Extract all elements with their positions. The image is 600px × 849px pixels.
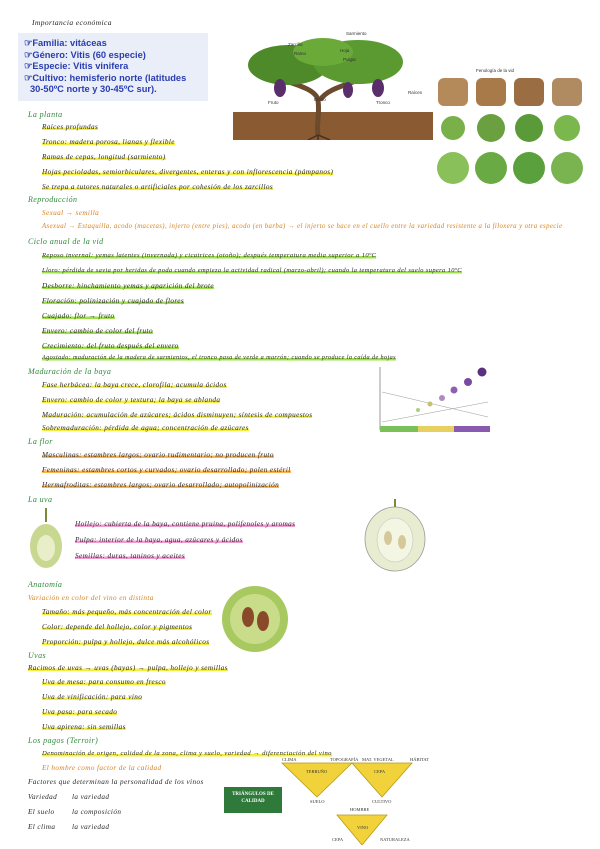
reproduccion-asexual: Asexual → Estaquilla, acodo (macetas), injerto (entre pies), acodo (en barba) → el injerto se hace en el cuello entre la variedad resistente a la filoxera y otra especie: [42, 223, 563, 230]
triangle-label: HOMBRE: [350, 807, 370, 812]
phenology-drawing: [428, 68, 588, 218]
maduracion-item: Sobremaduración: pérdida de agua; concentración de azúcares: [42, 424, 249, 432]
ciclo-heading: Ciclo anual de la vid: [28, 237, 104, 246]
maduracion-heading: Maduración de la baya: [28, 367, 112, 376]
terroir-key: Variedad: [28, 793, 58, 801]
uva-item: Hollejo: cubierta de la baya, contiene pruina, polifenoles y aromas: [75, 520, 296, 528]
maduracion-item: Maduración: acumulación de azúcares; ácidos disminuyen; síntesis de compuestos: [42, 411, 313, 419]
taxonomy-family: ☞Familia: vitáceas: [24, 38, 107, 48]
triangle-label: MAT. VEGETAL: [362, 757, 394, 762]
triangle-label: HÁBITAT: [410, 757, 429, 762]
taxonomy-crop: ☞Cultivo: hemisferio norte (latitudes: [24, 72, 187, 83]
triangle-label: CEPA: [332, 837, 344, 842]
taxonomy-box: [18, 33, 208, 101]
terroir-key: El clima: [28, 823, 56, 831]
reproduccion-sexual: Sexual → semilla: [42, 209, 100, 217]
vine-label-tronco: Tronco: [376, 100, 390, 105]
uva-heading: La uva: [28, 495, 53, 504]
vine-label-brazo: Brazo: [314, 97, 326, 102]
reproduccion-heading: Reproducción: [28, 195, 78, 204]
triangle-label: CULTIVO: [372, 799, 392, 804]
ciclo-item: Reposo invernal: yemas latentes (invernada) y cicatrices (otoño); después temperatura media superior a 10ºC: [42, 252, 377, 259]
terroir-value: la variedad: [72, 793, 110, 801]
phenology-title: Fenología de la vid: [476, 68, 515, 73]
triangle-label: VINO: [357, 825, 369, 830]
anatomia-item: Tamaño: más pequeño, más concentración del color: [42, 608, 212, 616]
planta-item: Se trepa a tutores naturales o artificiales por cohesión de los zarcillos: [42, 183, 274, 191]
phenology-figure: [428, 68, 588, 218]
vine-label-sarmiento: Sarmiento: [346, 31, 367, 36]
flor-item: Femeninas: estambres cortos y curvados; ovario desarrollado; polen estéril: [42, 466, 291, 474]
terroir-line: Denominación de origen, calidad de la zona, clima y suelo, variedad → diferenciación del vino: [42, 750, 332, 757]
grape-right-drawing: [340, 494, 440, 574]
uvas-item: Uva pasa: para secado: [42, 708, 118, 716]
grape-section-right: [340, 494, 440, 574]
terroir-line: El hombre como factor de la calidad: [42, 764, 162, 772]
triangle-label: TERRUÑO: [306, 769, 328, 774]
anatomia-heading: Anatomía: [28, 580, 63, 589]
planta-item: Raíces profundas: [42, 123, 99, 131]
ripening-drawing: [372, 362, 492, 440]
ciclo-item: Envero: cambio de color del fruto: [42, 327, 153, 335]
planta-item: Hojas pecioladas, semiorbiculares, divergentes, enteras y con inflorescencia (pámpanos): [42, 168, 334, 176]
uva-item: Semillas: duras, taninos y aceites: [75, 552, 186, 560]
uvas-item: Uva apirena: sin semillas: [42, 723, 126, 731]
grape-left-drawing: [26, 508, 66, 570]
ciclo-item: Cuajado: flor → fruto: [42, 312, 115, 320]
vine-label-zarcillo: Zarcillo: [288, 42, 303, 47]
triangle-label: TOPOGRAFÍA: [330, 757, 359, 762]
flor-item: Masculinas: estambres largos; ovario rudimentario; no producen fruto: [42, 451, 274, 459]
terroir-value: la composición: [72, 808, 122, 816]
ciclo-item: Crecimiento: del fruto después del envero: [42, 342, 179, 350]
uvas-intro: Racimos de uvas → uvas (bayas) → pulpa, hollejo y semillas: [28, 664, 228, 672]
taxonomy-genus: ☞Género: Vitis (60 especie): [24, 49, 146, 60]
triangle-label: SUELO: [310, 799, 325, 804]
ciclo-item: Lloro: pérdida de savia por heridas de poda cuando empieza la actividad radical (marzo-abril); cuando la temperatura del suelo supera 10ºC: [42, 267, 462, 274]
terroir-value: la variedad: [72, 823, 110, 831]
vine-label-pulgar: Pulgar: [343, 57, 357, 62]
triangles-title: TRIÁNGULOS DE CALIDAD: [224, 787, 282, 813]
vine-drawing: [228, 30, 433, 140]
flor-item: Hermafroditas: estambres largos; ovario desarrollado; autopolinización: [42, 481, 280, 489]
triangle-label: CLIMA: [282, 757, 297, 762]
planta-item: Ramas de cepas, longitud (sarmiento): [42, 153, 166, 161]
ciclo-item: Floración: polinización y cuajado de flores: [42, 297, 185, 305]
ciclo-item: Agostado: maduración de la madera de sarmientos, el tronco pasa de verde a marrón; cuando se produce la caída de hojas: [42, 354, 396, 361]
anatomia-item: Proporción: pulpa y hollejo, dulce más alcohólicos: [42, 638, 210, 646]
triangle-label: NATURALEZA: [380, 837, 410, 842]
uvas-heading: Uvas: [28, 651, 47, 660]
anatomia-item: Color: depende del hollejo, color y pigmentos: [42, 623, 193, 631]
uvas-item: Uva de vinificación: para vino: [42, 693, 143, 701]
vine-label-fruto: Fruto: [268, 100, 279, 105]
vine-label-hoja: Hoja: [340, 48, 350, 53]
maduracion-item: Fase herbácea: la baya crece, clorofila; acumula ácidos: [42, 381, 227, 389]
uvas-item: Uva de mesa: para consumo en fresco: [42, 678, 166, 686]
vine-label-ramo: Ramo: [294, 51, 307, 56]
grape-cut-drawing: [216, 583, 294, 655]
page-title: Importancia económica: [32, 18, 112, 27]
grape-cut-photo: [216, 583, 294, 655]
taxonomy-species: ☞Especie: Vitis vinifera: [24, 61, 129, 71]
terroir-key: El suelo: [28, 808, 55, 816]
uva-item: Pulpa: interior de la baya, agua, azúcares y ácidos: [75, 536, 243, 544]
terroir-line: Factores que determinan la personalidad de los vinos: [28, 778, 204, 786]
anatomia-subheading: Variación en color del vino en distinta: [28, 594, 154, 602]
terroir-heading: Los pagos (Terroir): [28, 736, 99, 745]
planta-item: Tronco: madera porosa, lianas y flexible: [42, 138, 175, 146]
ciclo-item: Desborre: hinchamiento yemas y aparición del brote: [42, 282, 214, 290]
flor-heading: La flor: [28, 437, 53, 446]
ripening-chart: [372, 362, 492, 440]
vine-label-raices: Raíces: [408, 90, 423, 95]
triangle-label: CEPA: [374, 769, 386, 774]
maduracion-item: Envero: cambio de color y textura; la baya se ablanda: [42, 396, 221, 404]
grape-section-left: [26, 508, 66, 570]
planta-heading: La planta: [28, 110, 63, 119]
quality-triangles: [222, 757, 434, 845]
taxonomy-latitude: 30-50ºC norte y 30-45ºC sur).: [30, 84, 157, 94]
vine-diagram: [228, 30, 433, 140]
